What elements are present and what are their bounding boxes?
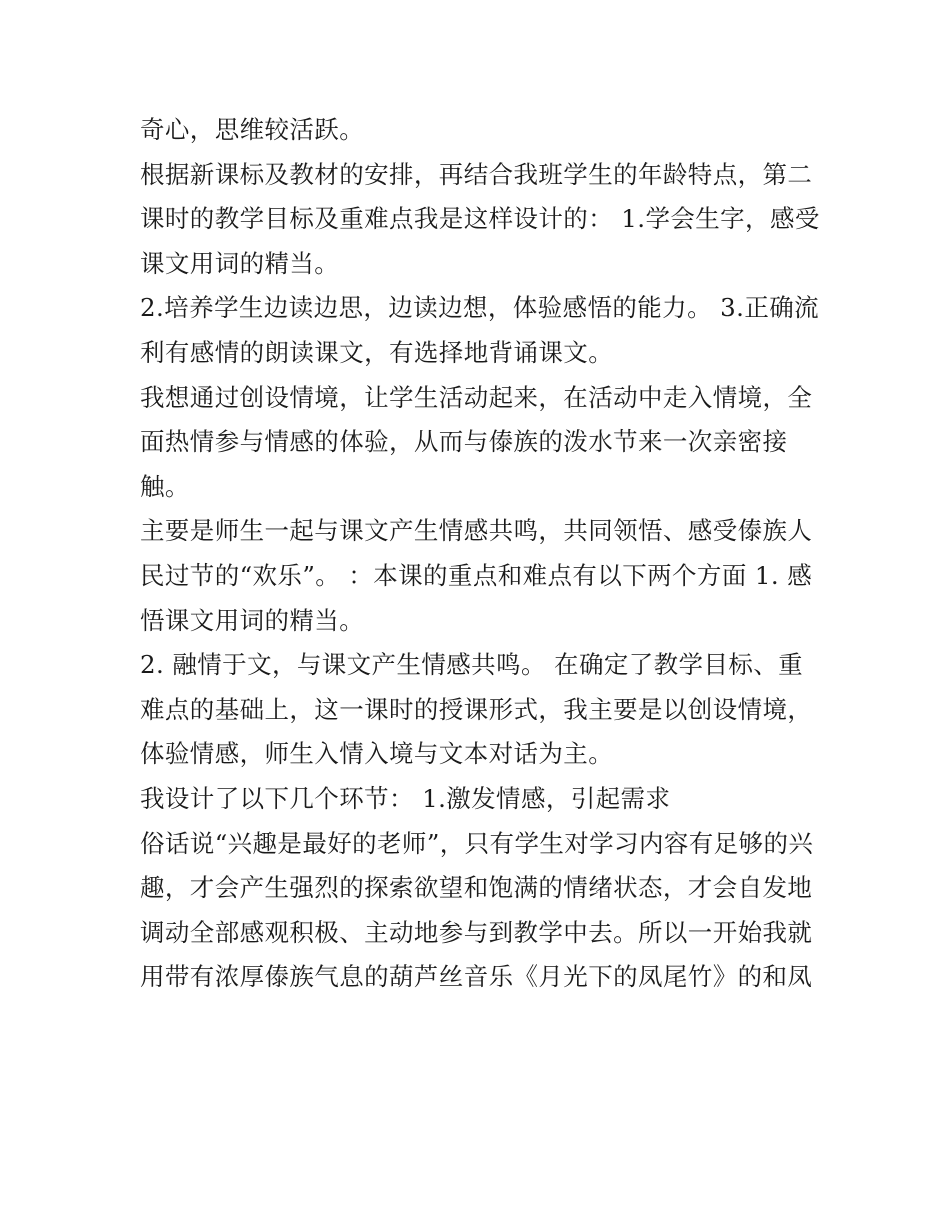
- text-line: 奇心，思维较活跃。: [140, 115, 365, 144]
- text-line: 2.培养学生边读边思，边读边想，体验感悟的能力。 3.正确流: [140, 293, 820, 323]
- text-line: 课文用词的精当。: [140, 248, 340, 278]
- text-line: 课时的教学目标及重难点我是这样设计的： 1.学会生字，感受: [140, 204, 820, 234]
- text-line: 民过节的“欢乐”。 ：本课的重点和难点有以下两个方面 1. 感: [140, 560, 813, 590]
- text-line: 主要是师生一起与课文产生情感共鸣，共同领悟、感受傣族人: [140, 516, 813, 546]
- text-line: 趣，才会产生强烈的探索欲望和饱满的情绪状态，才会自发地: [140, 873, 813, 903]
- text-line: 悟课文用词的精当。: [140, 605, 365, 635]
- text-line: 我想通过创设情境，让学生活动起来，在活动中走入情境，全: [140, 382, 813, 412]
- text-line: 俗话说“兴趣是最好的老师”，只有学生对学习内容有足够的兴: [140, 828, 814, 858]
- text-line: 利有感情的朗读课文，有选择地背诵课文。: [140, 337, 614, 367]
- document-body: [140, 108, 820, 1000]
- text-line: 调动全部感观积极、主动地参与到教学中去。所以一开始我就: [140, 917, 813, 947]
- text-line: 触。: [140, 471, 190, 501]
- text-line: 难点的基础上，这一课时的授课形式，我主要是以创设情境，: [140, 694, 813, 724]
- text-line: 面热情参与情感的体验，从而与傣族的泼水节来一次亲密接: [140, 427, 788, 457]
- text-line: 2. 融情于文，与课文产生情感共鸣。 在确定了教学目标、重: [140, 650, 804, 680]
- text-line: 根据新课标及教材的安排，再结合我班学生的年龄特点，第二: [140, 159, 813, 189]
- text-line: 用带有浓厚傣族气息的葫芦丝音乐《月光下的凤尾竹》的和凤: [140, 962, 813, 992]
- text-line: 体验情感，师生入情入境与文本对话为主。: [140, 739, 614, 769]
- text-line: 我设计了以下几个环节： 1.激发情感，引起需求: [140, 783, 671, 813]
